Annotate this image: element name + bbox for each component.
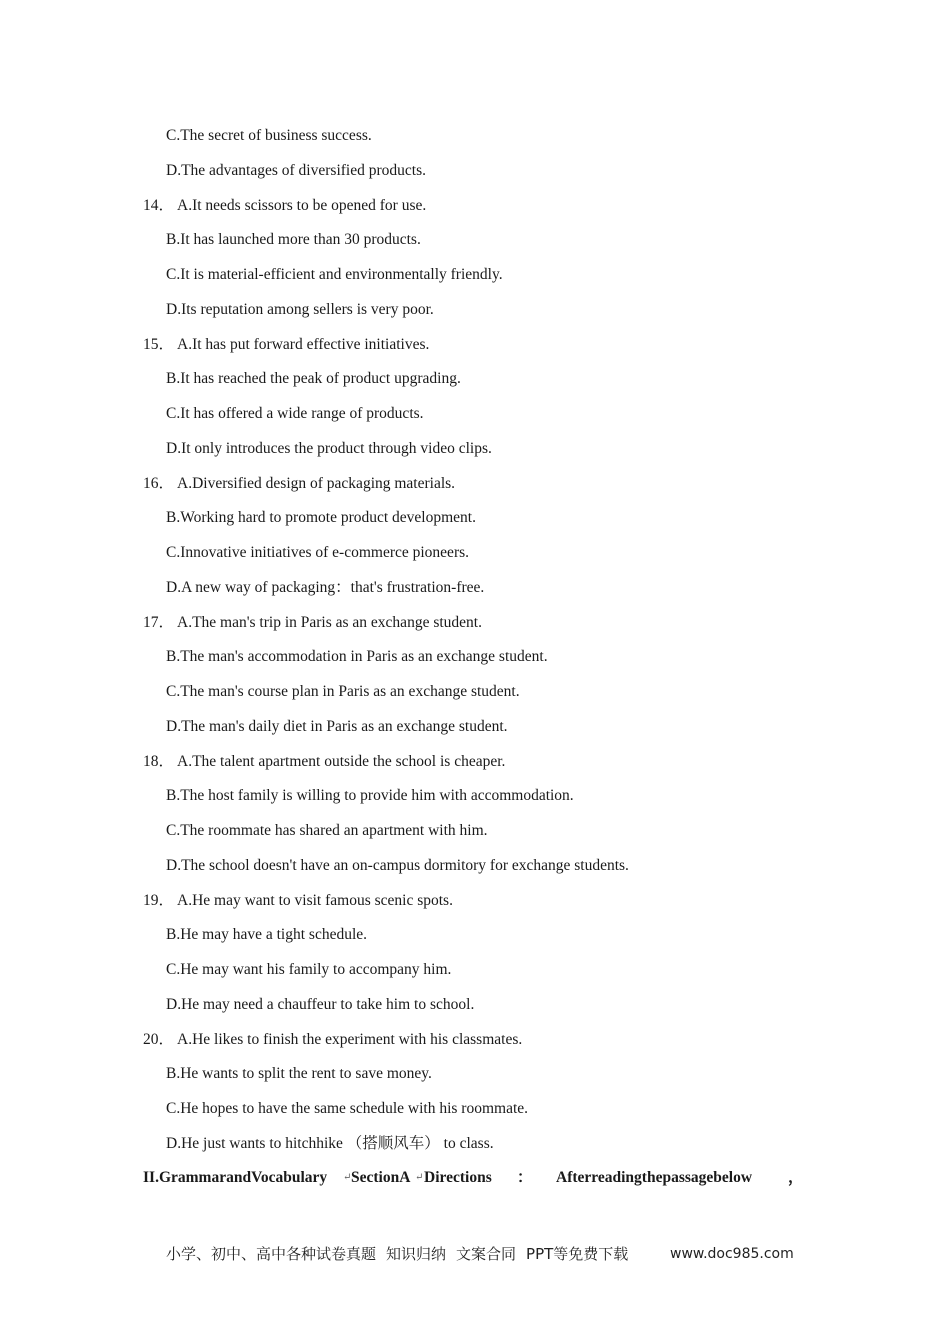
option-text: A.It has put forward effective initiatives. <box>177 336 430 353</box>
option-text: A.It needs scissors to be opened for use. <box>177 197 427 214</box>
option-text: C.He hopes to have the same schedule with his roommate. <box>166 1100 529 1117</box>
option-text: C.The man's course plan in Paris as an exchange student. <box>166 683 520 700</box>
heading-colon: ： <box>517 1169 533 1186</box>
option-text: D.The man's daily diet in Paris as an exchange student. <box>166 718 508 735</box>
option-line <box>166 300 434 320</box>
question-row <box>143 1030 522 1050</box>
question-number: 20． <box>143 1031 175 1048</box>
footer-contracts: 文案合同 <box>456 1245 517 1263</box>
option-line <box>166 369 461 389</box>
question-number: 17． <box>143 614 175 631</box>
footer-ppt: PPT等免费下载 <box>526 1245 629 1263</box>
section-heading <box>143 1168 804 1190</box>
question-row <box>143 196 426 216</box>
option-text: D.The advantages of diversified products. <box>166 162 426 179</box>
question-number: 16． <box>143 475 175 492</box>
return-mark: ↵ <box>415 1172 424 1183</box>
heading-comma: ， <box>788 1169 804 1186</box>
option-text: A.Diversified design of packaging materials. <box>177 475 456 492</box>
option-text: D.He may need a chauffeur to take him to school. <box>166 996 475 1013</box>
option-text: C.Innovative initiatives of e‐commerce pioneers. <box>166 544 470 561</box>
option-text: D.He just wants to hitchhike （搭顺风车） to class. <box>166 1135 494 1152</box>
option-text: D.Its reputation among sellers is very poor. <box>166 301 434 318</box>
option-line <box>166 925 367 945</box>
option-line <box>166 960 451 980</box>
option-text: C.It is material‐efficient and environmentally friendly. <box>166 266 503 283</box>
option-text: B.The man's accommodation in Paris as an exchange student. <box>166 648 548 665</box>
option-text: C.The roommate has shared an apartment with him. <box>166 822 488 839</box>
heading-part-grammar: II.GrammarandVocabulary <box>143 1169 328 1186</box>
option-text: D.The school doesn't have an on‐campus dormitory for exchange students. <box>166 857 629 874</box>
option-line <box>166 543 469 563</box>
footer-url[interactable]: www.doc985.com <box>670 1246 794 1262</box>
option-line <box>166 1099 528 1119</box>
page-footer <box>166 1244 794 1264</box>
option-line <box>166 856 629 876</box>
option-text: C.It has offered a wide range of products. <box>166 405 424 422</box>
option-text: B.He may have a tight schedule. <box>166 926 368 943</box>
heading-part-section: SectionA <box>351 1169 411 1186</box>
option-text: B.He wants to split the rent to save money. <box>166 1065 432 1082</box>
option-text: B.It has launched more than 30 products. <box>166 231 421 248</box>
question-row <box>143 613 482 633</box>
option-text: A.The talent apartment outside the school is cheaper. <box>177 753 506 770</box>
option-line <box>166 682 520 702</box>
option-text: D.It only introduces the product through video clips. <box>166 440 492 457</box>
option-line <box>166 717 508 737</box>
option-line <box>166 230 421 250</box>
question-number: 18． <box>143 753 175 770</box>
option-text: B.The host family is willing to provide him with accommodation. <box>166 787 574 804</box>
option-line <box>166 161 426 181</box>
option-line <box>166 508 476 528</box>
option-text: B.It has reached the peak of product upgrading. <box>166 370 461 387</box>
heading-part-instruction: Afterreadingthepassagebelow <box>556 1169 753 1186</box>
option-line <box>166 265 503 285</box>
option-text: C.He may want his family to accompany him. <box>166 961 452 978</box>
question-row <box>143 335 429 355</box>
return-mark: ↵ <box>343 1172 352 1183</box>
heading-part-directions: Directions <box>424 1169 492 1186</box>
question-number: 15． <box>143 336 175 353</box>
option-line <box>166 404 424 424</box>
question-number: 14． <box>143 197 175 214</box>
option-text: D.A new way of packaging：that's frustration‐free. <box>166 579 485 596</box>
option-line <box>166 578 484 598</box>
option-text: A.He likes to finish the experiment with his classmates. <box>177 1031 523 1048</box>
option-line <box>166 1134 494 1154</box>
option-line <box>166 647 548 667</box>
option-line <box>166 126 372 146</box>
option-line <box>166 439 492 459</box>
option-text: A.The man's trip in Paris as an exchange student. <box>177 614 482 631</box>
option-line <box>166 786 574 806</box>
option-line <box>166 1064 432 1084</box>
question-row <box>143 752 505 772</box>
option-text: A.He may want to visit famous scenic spots. <box>177 892 453 909</box>
question-row <box>143 474 455 494</box>
question-row <box>143 891 453 911</box>
footer-levels: 小学、初中、高中各种试卷真题 <box>166 1245 377 1263</box>
question-number: 19． <box>143 892 175 909</box>
option-text: C.The secret of business success. <box>166 127 372 144</box>
option-line <box>166 995 474 1015</box>
footer-knowledge: 知识归纳 <box>386 1245 447 1263</box>
option-text: B.Working hard to promote product development. <box>166 509 476 526</box>
option-line <box>166 821 488 841</box>
